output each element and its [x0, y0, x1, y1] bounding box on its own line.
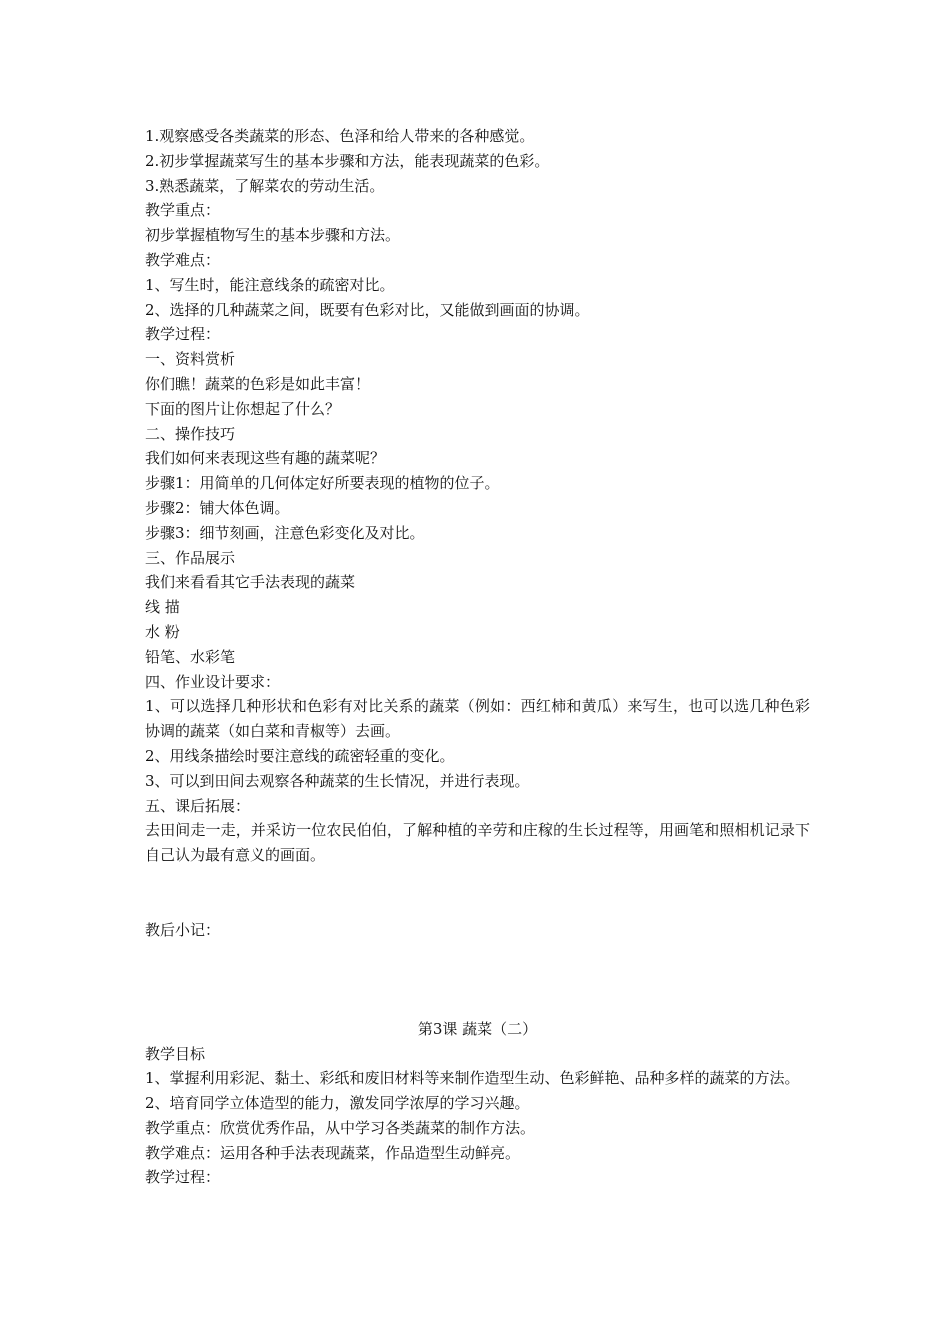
- difficulty-label: 教学难点：: [145, 250, 221, 269]
- spacer: [145, 868, 810, 918]
- section-line: 步骤1：用简单的几何体定好所要表现的植物的位子。: [145, 474, 500, 493]
- difficulty-line: 2、选择的几种蔬菜之间，既要有色彩对比，又能做到画面的协调。: [145, 300, 590, 319]
- key-point-text: 初步掌握植物写生的基本步骤和方法。: [145, 226, 401, 245]
- section-line: 2、用线条描绘时要注意线的疏密轻重的变化。: [145, 746, 455, 765]
- section-heading: 三、作品展示: [145, 548, 236, 567]
- objective-paragraph: 1、掌握利用彩泥、黏土、彩纸和废旧材料等来制作造型生动、色彩鲜艳、品种多样的蔬菜的方法。: [145, 1069, 800, 1088]
- lesson-title: 第3课 蔬菜（二）: [417, 1019, 538, 1038]
- section-line: 线 描: [145, 598, 180, 617]
- section-line: 我们来看看其它手法表现的蔬菜: [145, 573, 356, 592]
- section-line: 步骤3：细节刻画，注意色彩变化及对比。: [145, 523, 425, 542]
- section-line: 你们瞧！蔬菜的色彩是如此丰富！: [145, 374, 371, 393]
- section-line: 下面的图片让你想起了什么？: [145, 399, 341, 418]
- key-point-label: 教学重点：: [145, 201, 221, 220]
- objective-line: 2.初步掌握蔬菜写生的基本步骤和方法，能表现蔬菜的色彩。: [145, 151, 550, 170]
- section-heading: 二、操作技巧: [145, 424, 236, 443]
- notes-label: 教后小记：: [145, 920, 221, 939]
- difficulty-line: 1、写生时，能注意线条的疏密对比。: [145, 275, 395, 294]
- key-point-line: 教学重点：欣赏优秀作品，从中学习各类蔬菜的制作方法。: [145, 1118, 536, 1137]
- process-label: 教学过程：: [145, 325, 221, 344]
- section-line: 水 粉: [145, 622, 180, 641]
- section-heading: 五、课后拓展：: [145, 796, 251, 815]
- section-line: 3、可以到田间去观察各种蔬菜的生长情况，并进行表现。: [145, 771, 530, 790]
- section-paragraph: 去田间走一走，并采访一位农民伯伯，了解种植的辛劳和庄稼的生长过程等，用画笔和照相机记录下自己认为最有意义的画面。: [145, 821, 810, 865]
- document-page: [145, 124, 810, 1190]
- objective-line: 3.熟悉蔬菜，了解菜农的劳动生活。: [145, 176, 385, 195]
- section-line: 步骤2：铺大体色调。: [145, 498, 290, 517]
- section-line: 铅笔、水彩笔: [145, 647, 236, 666]
- process-label: 教学过程：: [145, 1168, 221, 1187]
- objective-line: 2、培育同学立体造型的能力，激发同学浓厚的学习兴趣。: [145, 1094, 530, 1113]
- section-paragraph: 1、可以选择几种形状和色彩有对比关系的蔬菜（例如：西红柿和黄瓜）来写生，也可以选几种色彩协调的蔬菜（如白菜和青椒等）去画。: [145, 697, 810, 741]
- difficulty-line: 教学难点：运用各种手法表现蔬菜，作品造型生动鲜亮。: [145, 1143, 521, 1162]
- section-heading: 一、资料赏析: [145, 350, 236, 369]
- section-heading: 四、作业设计要求：: [145, 672, 281, 691]
- spacer: [145, 943, 810, 1017]
- objective-line: 1.观察感受各类蔬菜的形态、色泽和给人带来的各种感觉。: [145, 127, 535, 145]
- section-line: 我们如何来表现这些有趣的蔬菜呢？: [145, 449, 386, 468]
- objectives-label: 教学目标: [145, 1044, 206, 1063]
